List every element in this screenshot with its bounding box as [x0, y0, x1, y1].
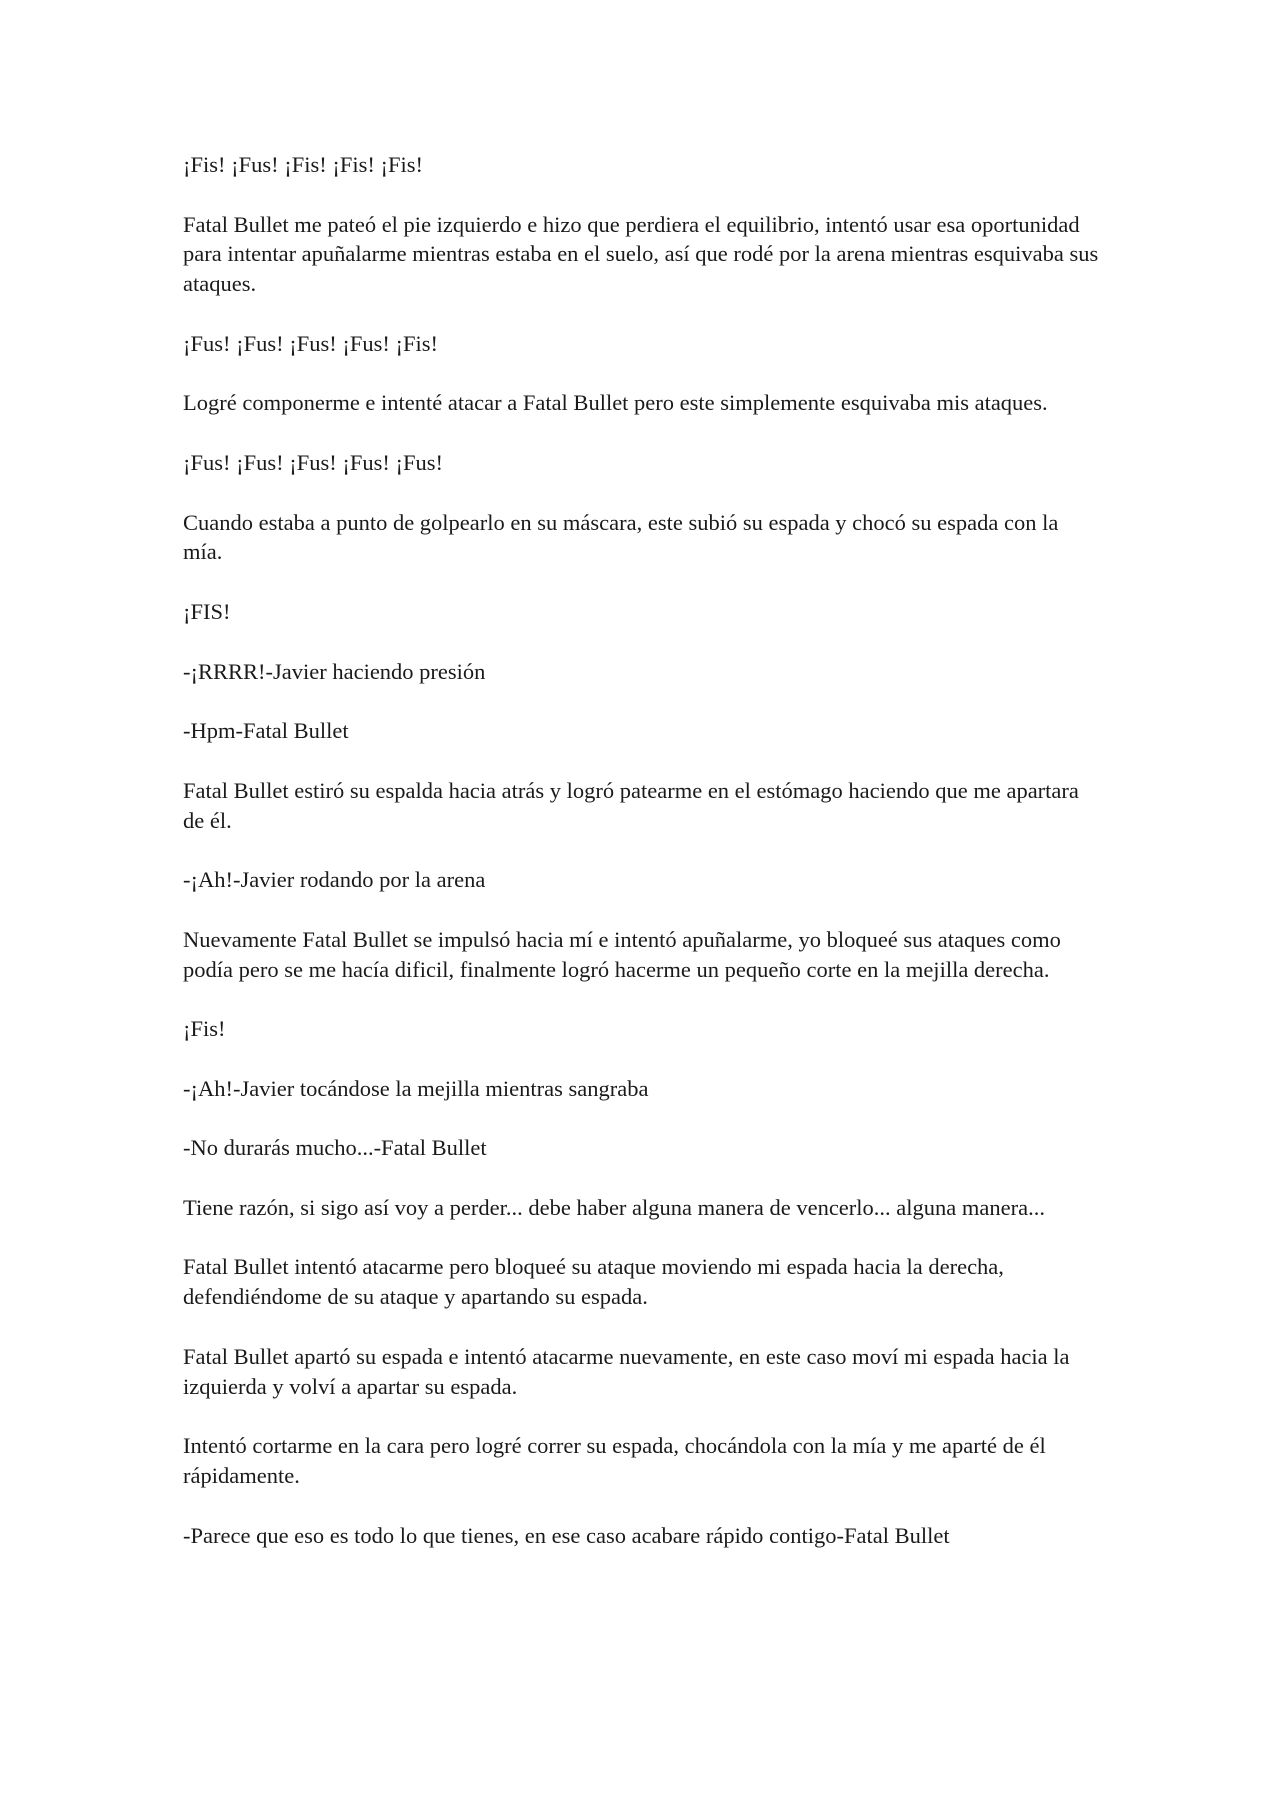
- dialogue-line: -Hpm-Fatal Bullet: [183, 718, 349, 744]
- sound-effect-line: ¡Fus! ¡Fus! ¡Fus! ¡Fus! ¡Fus!: [183, 449, 444, 475]
- narrative-paragraph: Intentó cortarme en la cara pero logré correr su espada, chocándola con la mía y me aparté de él rápidamente.: [183, 1433, 1046, 1489]
- dialogue-line: -¡RRRR!-Javier haciendo presión: [183, 658, 486, 684]
- sound-effect-line: ¡Fus! ¡Fus! ¡Fus! ¡Fus! ¡Fis!: [183, 330, 439, 356]
- document-page: [183, 150, 1103, 1580]
- narrative-paragraph: Fatal Bullet me pateó el pie izquierdo e hizo que perdiera el equilibrio, intentó usar esa oportunidad para intentar apuñalarme mientras estaba en el suelo, así que rodé por la arena mientras esquivaba sus ataques.: [183, 211, 1099, 297]
- narrative-paragraph: Fatal Bullet estiró su espalda hacia atrás y logró patearme en el estómago haciendo que me apartara de él.: [183, 777, 1079, 833]
- narrative-paragraph: Cuando estaba a punto de golpearlo en su máscara, este subió su espada y chocó su espada con la mía.: [183, 509, 1059, 565]
- narrative-paragraph: Nuevamente Fatal Bullet se impulsó hacia mí e intentó apuñalarme, yo bloqueé sus ataques como podía pero se me hacía dificil, finalmente logró hacerme un pequeño corte en la mejilla derecha.: [183, 926, 1061, 982]
- sound-effect-line: ¡Fis! ¡Fus! ¡Fis! ¡Fis! ¡Fis!: [183, 152, 424, 177]
- dialogue-line: -¡Ah!-Javier rodando por la arena: [183, 867, 486, 893]
- narrative-paragraph: Tiene razón, si sigo así voy a perder... debe haber alguna manera de vencerlo... alguna manera...: [183, 1194, 1045, 1220]
- dialogue-line: -¡Ah!-Javier tocándose la mejilla mientras sangraba: [183, 1075, 649, 1101]
- sound-effect-line: ¡FIS!: [183, 598, 231, 624]
- narrative-paragraph: Logré componerme e intenté atacar a Fatal Bullet pero este simplemente esquivaba mis ataques.: [183, 390, 1048, 416]
- sound-effect-line: ¡Fis!: [183, 1016, 226, 1042]
- narrative-paragraph: Fatal Bullet intentó atacarme pero bloqueé su ataque moviendo mi espada hacia la derecha, defendiéndome de su ataque y apartando su espada.: [183, 1254, 1004, 1310]
- dialogue-line: -Parece que eso es todo lo que tienes, en ese caso acabare rápido contigo-Fatal Bullet: [183, 1522, 950, 1548]
- narrative-paragraph: Fatal Bullet apartó su espada e intentó atacarme nuevamente, en este caso moví mi espada hacia la izquierda y volví a apartar su espada.: [183, 1343, 1070, 1399]
- dialogue-line: -No durarás mucho...-Fatal Bullet: [183, 1135, 487, 1161]
